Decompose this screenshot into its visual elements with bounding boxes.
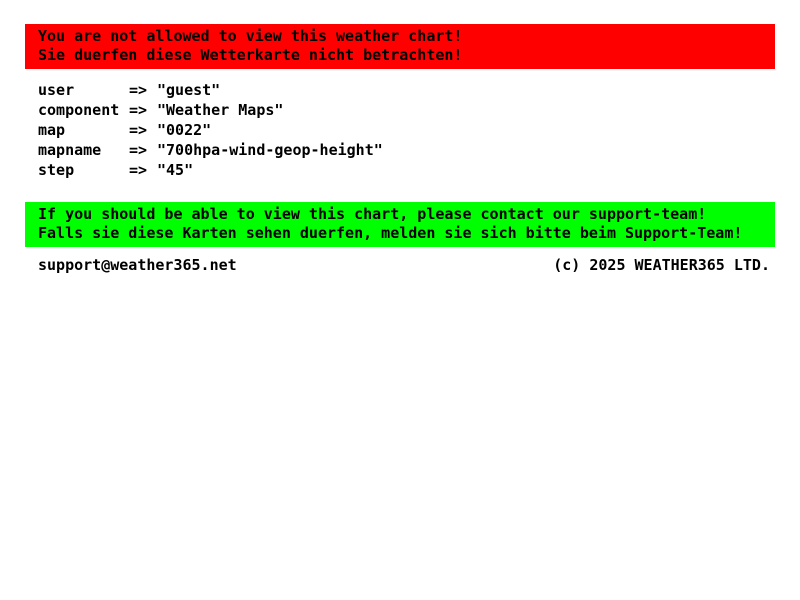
detail-value: "0022" (157, 121, 212, 139)
arrow-glyph: => (129, 141, 148, 159)
contact-support-message-de: Falls sie diese Karten sehen duerfen, melden sie sich bitte beim Support-Team! (38, 224, 743, 242)
arrow-glyph: => (129, 81, 148, 99)
detail-row-component (38, 100, 775, 120)
footer (25, 256, 775, 275)
detail-row-step (38, 160, 775, 180)
detail-row-mapname (38, 140, 775, 160)
contact-support-banner (25, 202, 775, 247)
request-details (38, 80, 775, 180)
detail-row-user (38, 80, 775, 100)
detail-key: map (38, 121, 66, 139)
access-denied-message-en: You are not allowed to view this weather chart! (38, 27, 463, 45)
arrow-glyph: => (129, 161, 148, 179)
support-email: support@weather365.net (38, 256, 237, 274)
detail-key: mapname (38, 141, 102, 159)
detail-row-map (38, 120, 775, 140)
detail-value: "guest" (157, 81, 221, 99)
copyright-notice: (c) 2025 WEATHER365 LTD. (553, 256, 770, 274)
detail-key: step (38, 161, 75, 179)
detail-key: component (38, 101, 120, 119)
arrow-glyph: => (129, 101, 148, 119)
detail-value: "Weather Maps" (157, 101, 284, 119)
detail-value: "700hpa-wind-geop-height" (157, 141, 383, 159)
contact-support-message-en: If you should be able to view this chart, please contact our support-team! (38, 205, 707, 223)
detail-key: user (38, 81, 75, 99)
access-denied-message-de: Sie duerfen diese Wetterkarte nicht betrachten! (38, 46, 463, 64)
error-page (25, 0, 775, 275)
access-denied-banner (25, 24, 775, 69)
detail-value: "45" (157, 161, 194, 179)
arrow-glyph: => (129, 121, 148, 139)
